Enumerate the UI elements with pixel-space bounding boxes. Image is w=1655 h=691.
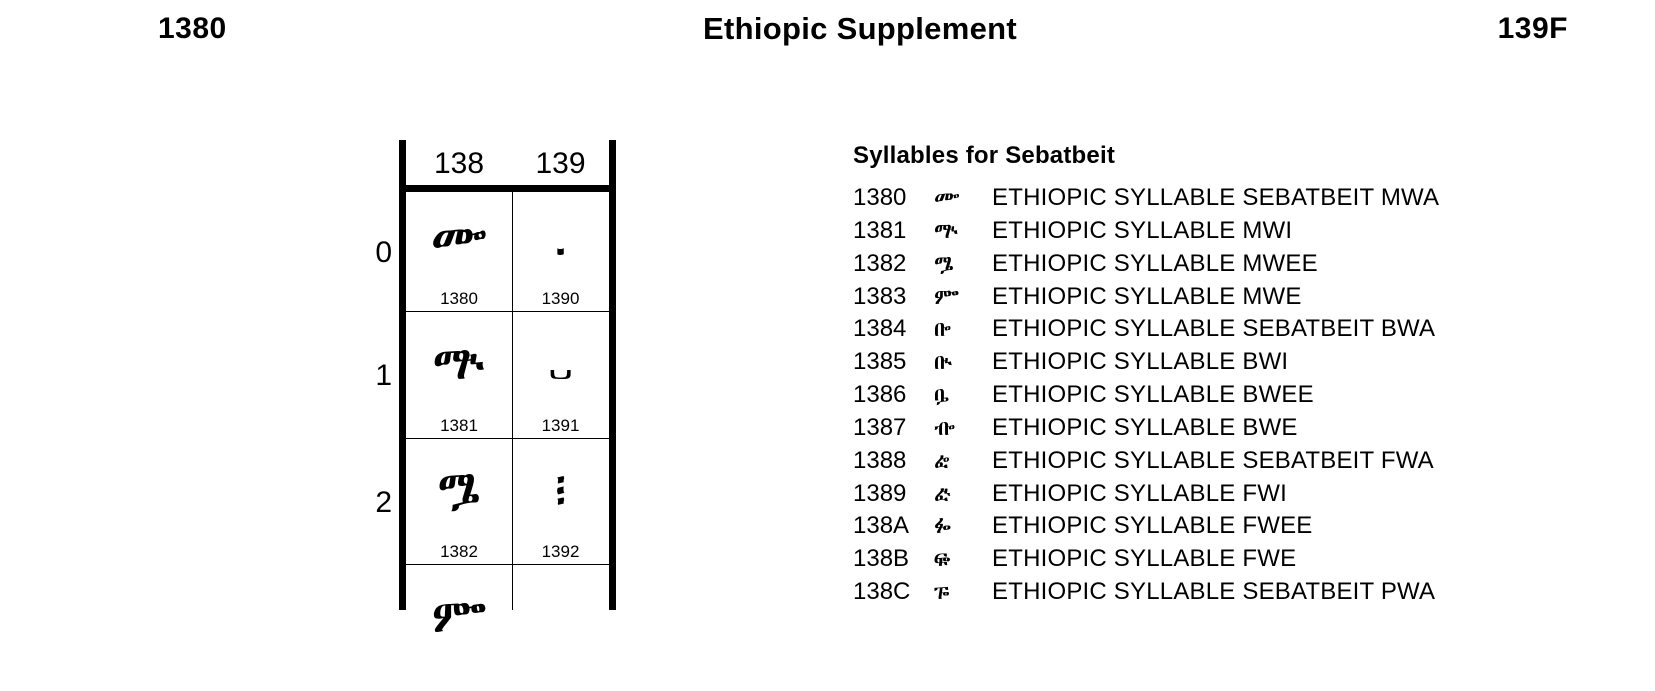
entry-codepoint: 1389 [853,479,907,507]
cell-code: 1391 [541,416,580,435]
code-chart-table [399,140,616,643]
entry-codepoint: 138C [853,578,911,606]
entry-glyph: ᎃ [934,284,959,309]
entry-codepoint: 1382 [853,249,907,277]
entry-codepoint: 1384 [853,315,907,343]
entry-glyph: ᎇ [934,415,956,440]
table-header-rule [399,185,616,192]
list-item [853,545,1553,578]
table-row [406,439,609,565]
entry-glyph: ᎀ [934,186,960,210]
cell-code: 1381 [440,416,478,435]
entry-glyph: ᎁ [934,218,959,243]
list-item [853,184,1553,217]
chart-cell-1391 [512,312,609,438]
entry-codepoint: 1380 [853,184,907,211]
chart-row-label-2: 2 [375,486,392,519]
entry-name: ETHIOPIC SYLLABLE BWE [992,413,1298,441]
list-item [853,578,1553,611]
cell-code: 1382 [440,542,478,561]
entry-glyph: ᎈ [934,448,950,473]
entry-glyph: ᎂ [934,251,954,276]
page-title: Ethiopic Supplement [703,11,1017,46]
list-item [853,250,1553,283]
page-range-start: 1380 [158,12,227,45]
chart-cell-partial [406,565,512,691]
entry-glyph: ᎅ [934,350,953,375]
cell-glyph: ᎃ [431,588,487,643]
chart-cell-1390 [512,192,609,311]
chart-cell-1392 [512,439,609,564]
chart-cell-partial [512,565,609,691]
names-list-heading: Syllables for Sebatbeit [853,142,1116,169]
entry-name: ETHIOPIC SYLLABLE SEBATBEIT MWA [992,184,1440,211]
table-right-border [609,140,616,610]
cell-code: 1392 [541,542,580,561]
entry-codepoint: 1386 [853,381,907,409]
list-item [853,348,1553,381]
table-row [406,565,609,691]
chart-cell-1380 [406,192,512,311]
entry-glyph: ᎉ [934,481,952,506]
entry-codepoint: 138A [853,512,910,540]
cell-glyph: ᎂ [437,462,481,516]
table-row [406,312,609,439]
entry-codepoint: 1388 [853,446,907,474]
entry-name: ETHIOPIC SYLLABLE MWI [992,216,1293,244]
entry-name: ETHIOPIC SYLLABLE FWEE [992,512,1313,540]
list-item [853,217,1553,250]
chart-cell-1381 [406,312,512,438]
table-left-border [399,140,406,610]
entry-glyph: ᎌ [934,580,950,605]
entry-name: ETHIOPIC SYLLABLE BWI [992,348,1289,376]
entry-codepoint: 138B [853,545,910,573]
entry-codepoint: 1387 [853,413,907,441]
list-item [853,381,1553,414]
list-item [853,512,1553,545]
list-item [853,447,1553,480]
cell-glyph: ᎀ [431,212,487,266]
entry-codepoint: 1381 [853,216,907,244]
list-item [853,315,1553,348]
chart-row-label-0: 0 [375,236,392,269]
entry-name: ETHIOPIC SYLLABLE SEBATBEIT PWA [992,578,1436,606]
names-list-entries [853,184,1553,611]
cell-glyph: ᎑ [548,335,573,390]
cell-glyph: ᎐ [555,212,566,266]
entry-name: ETHIOPIC SYLLABLE SEBATBEIT BWA [992,315,1436,343]
entry-glyph: ᎋ [934,547,951,572]
entry-codepoint: 1383 [853,282,907,310]
entry-glyph: ᎆ [934,383,950,408]
entry-glyph: ᎊ [934,514,952,539]
table-row [406,192,609,312]
chart-cell-1382 [406,439,512,564]
entry-codepoint: 1385 [853,348,907,376]
entry-name: ETHIOPIC SYLLABLE MWEE [992,249,1318,277]
entry-name: ETHIOPIC SYLLABLE FWI [992,479,1287,507]
cell-code: 1390 [541,289,580,308]
character-names-list [853,142,1553,611]
entry-name: ETHIOPIC SYLLABLE FWE [992,545,1297,573]
page-range-end: 139F [1497,12,1568,45]
entry-glyph: ᎄ [934,317,952,342]
chart-row-label-1: 1 [375,359,392,392]
list-item [853,283,1553,316]
cell-code: 1380 [440,289,478,308]
column-header-138: 138 [433,147,485,180]
list-item [853,480,1553,513]
entry-name: ETHIOPIC SYLLABLE BWEE [992,381,1314,409]
column-header-139: 139 [535,147,586,180]
entry-name: ETHIOPIC SYLLABLE SEBATBEIT FWA [992,446,1434,474]
cell-glyph: ᎁ [432,335,486,390]
table-grid [406,192,609,691]
table-column-headers [406,140,609,185]
cell-glyph [512,565,609,669]
entry-name: ETHIOPIC SYLLABLE MWE [992,282,1302,310]
list-item [853,414,1553,447]
cell-glyph: ᎒ [555,462,566,516]
